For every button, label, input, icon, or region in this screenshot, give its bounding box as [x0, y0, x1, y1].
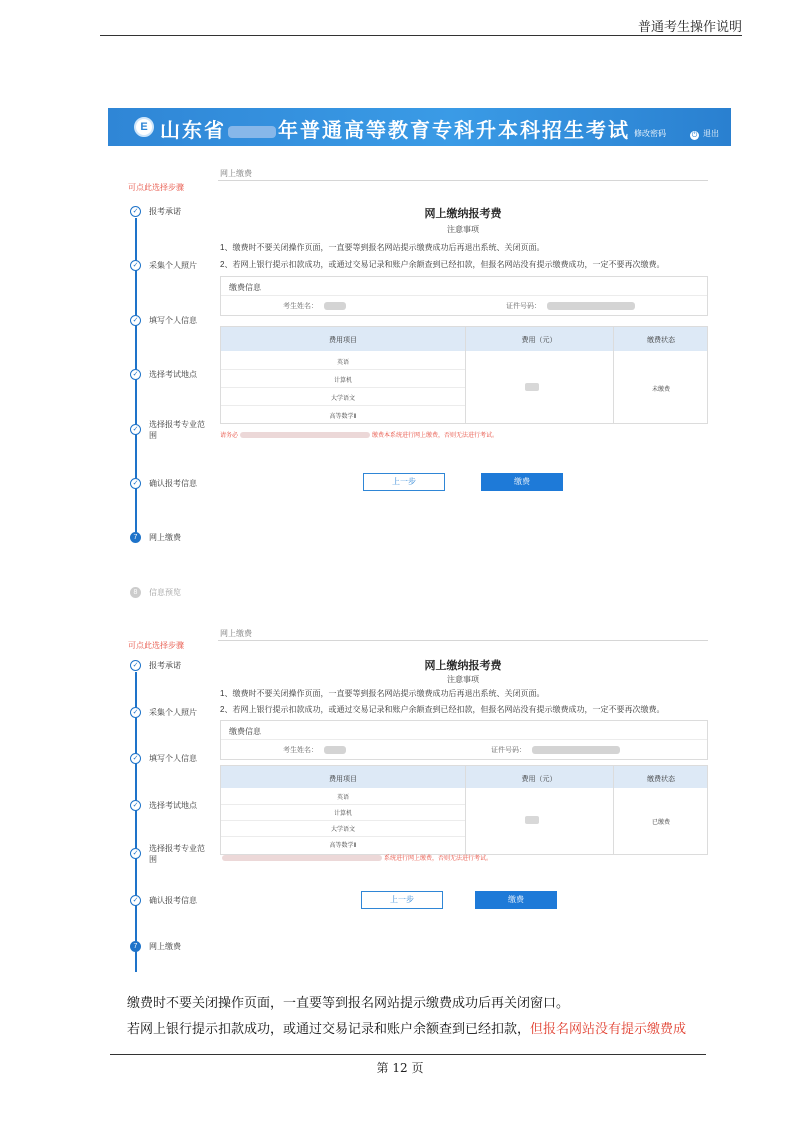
notice-1: 1、缴费时不要关闭操作页面，一直要等到报名网站提示缴费成功后再退出系统、关闭页面。	[220, 243, 545, 252]
redacted-fee-amount	[525, 383, 539, 391]
row-divider	[221, 836, 465, 837]
candidate-name-label: 考生姓名：	[283, 303, 318, 310]
breadcrumb-divider	[218, 180, 708, 181]
logout-link[interactable]	[690, 128, 719, 140]
header-payment-status: 缴费状态	[647, 776, 675, 783]
payment-status: 未缴费	[651, 387, 670, 393]
check-icon: ✓	[130, 848, 141, 859]
notice-2: 2、若网上银行提示扣款成功，或通过交易记录和账户余额查到已经扣款，但报名网站没有提示缴费成功，一定不要再次缴费。	[220, 260, 665, 269]
breadcrumb: 网上缴费	[220, 169, 252, 178]
payment-warning	[220, 430, 498, 439]
page-number: 第 12 页	[376, 1061, 424, 1075]
payment-warning	[220, 853, 492, 862]
header-fee-item: 费用项目	[329, 337, 357, 344]
step-exam-location[interactable]	[130, 799, 225, 813]
candidate-name-field	[283, 745, 346, 755]
payment-info-box	[220, 276, 708, 316]
previous-step-button[interactable]: 上一步	[363, 473, 445, 491]
payment-screen-paid	[108, 628, 731, 978]
check-icon: ✓	[130, 800, 141, 811]
row-divider	[221, 387, 465, 388]
header-fee-amount: 费用（元）	[521, 337, 557, 344]
logout-icon: ⏻	[691, 132, 698, 139]
redacted-year	[228, 126, 276, 138]
step-major-scope[interactable]	[130, 844, 225, 864]
check-icon: ✓	[130, 478, 141, 489]
redacted-id-number	[547, 302, 635, 310]
warning-prefix: 请务必	[220, 433, 239, 439]
redacted-name	[324, 746, 346, 754]
redacted-fee-amount	[525, 816, 539, 824]
step-label: 报考承诺	[149, 207, 181, 216]
site-banner	[108, 108, 731, 146]
redacted-warning-text	[222, 855, 382, 861]
column-divider	[465, 327, 466, 423]
step-personal-info[interactable]	[130, 752, 225, 766]
step-label: 网上缴费	[149, 942, 181, 951]
exam-logo-icon: E	[134, 117, 154, 137]
instruction-line-1: 缴费时不要关闭操作页面，一直要等到报名网站提示缴费成功后再关闭窗口。	[127, 996, 570, 1011]
page-title: 网上缴纳报考费	[424, 208, 502, 220]
banner-title-suffix: 年普通高等教育专科升本科招生考试	[278, 118, 630, 142]
check-icon: ✓	[130, 895, 141, 906]
instruction-line-2-highlight: 但报名网站没有提示缴费成	[530, 1022, 687, 1037]
page-title: 网上缴纳报考费	[424, 660, 502, 672]
step-label: 填写个人信息	[149, 754, 197, 763]
breadcrumb: 网上缴费	[220, 629, 252, 638]
row-divider	[221, 804, 465, 805]
fee-item-row: 大学语文	[330, 396, 355, 402]
pay-button[interactable]: 缴费	[475, 891, 557, 909]
step-online-payment[interactable]	[130, 531, 225, 545]
warning-suffix: 系统进行网上缴费，否则无法进行考试。	[384, 856, 493, 862]
payment-info-box	[220, 720, 708, 760]
step-number-icon: 7	[130, 532, 141, 543]
fee-item-row: 高等数学Ⅱ	[329, 414, 357, 420]
steps-title: 可点此选择步骤	[128, 183, 184, 192]
column-divider	[613, 327, 614, 423]
check-icon: ✓	[130, 660, 141, 671]
step-label: 选择考试地点	[149, 801, 197, 810]
pay-button[interactable]: 缴费	[481, 473, 563, 491]
document-header-title: 普通考生操作说明	[637, 20, 742, 35]
column-divider	[613, 766, 614, 854]
id-number-field	[491, 745, 620, 755]
notice-1: 1、缴费时不要关闭操作页面，一直要等到报名网站提示缴费成功后再退出系统、关闭页面。	[220, 689, 545, 698]
step-label: 采集个人照片	[149, 708, 197, 717]
payment-status: 已缴费	[651, 820, 670, 826]
footer-divider	[110, 1054, 706, 1055]
id-number-label: 证件号码：	[491, 747, 526, 754]
step-major-scope[interactable]	[130, 420, 225, 440]
id-number-label: 证件号码：	[506, 303, 541, 310]
instruction-line-2	[127, 1018, 686, 1037]
instruction-line-2-normal: 若网上银行提示扣款成功，或通过交易记录和账户余额查到已经扣款，	[127, 1022, 531, 1037]
step-number-icon: 8	[130, 587, 141, 598]
fee-item-row: 计算机	[333, 811, 352, 817]
steps-title: 可点此选择步骤	[128, 641, 184, 650]
step-commitment[interactable]	[130, 659, 225, 673]
step-number-icon: 7	[130, 941, 141, 952]
fee-table-header	[221, 766, 707, 788]
step-label: 采集个人照片	[149, 261, 197, 270]
step-preview[interactable]	[130, 586, 225, 600]
redacted-name	[324, 302, 346, 310]
step-exam-location[interactable]	[130, 368, 225, 382]
divider	[221, 295, 707, 296]
step-confirm-info[interactable]	[130, 477, 225, 491]
redacted-warning-text	[240, 432, 370, 438]
step-label: 选择报考专业范围	[149, 420, 205, 440]
step-confirm-info[interactable]	[130, 894, 225, 908]
payment-info-title: 缴费信息	[229, 727, 261, 736]
fee-item-row: 计算机	[333, 378, 352, 384]
step-label: 选择报考专业范围	[149, 844, 205, 864]
id-number-field	[506, 301, 635, 311]
step-label: 填写个人信息	[149, 316, 197, 325]
header-fee-item: 费用项目	[329, 776, 357, 783]
warning-suffix: 缴费本系统进行网上缴费，否则无法进行考试。	[372, 433, 499, 439]
notice-heading: 注意事项	[447, 225, 479, 234]
row-divider	[221, 405, 465, 406]
check-icon: ✓	[130, 206, 141, 217]
header-payment-status: 缴费状态	[647, 337, 675, 344]
candidate-name-field	[283, 301, 346, 311]
row-divider	[221, 820, 465, 821]
row-divider	[221, 369, 465, 370]
step-label: 信息预览	[149, 588, 181, 597]
step-label: 网上缴费	[149, 533, 181, 542]
step-label: 确认报考信息	[149, 896, 197, 905]
check-icon: ✓	[130, 260, 141, 271]
notice-2: 2、若网上银行提示扣款成功，或通过交易记录和账户余额查到已经扣款，但报名网站没有提示缴费成功，一定不要再次缴费。	[220, 705, 665, 714]
step-photo[interactable]	[130, 259, 225, 273]
document-header	[100, 14, 742, 36]
logout-label: 退出	[703, 129, 719, 138]
step-label: 报考承诺	[149, 661, 181, 670]
check-icon: ✓	[130, 315, 141, 326]
fee-item-row: 英语	[336, 795, 349, 801]
change-password-link[interactable]: 修改密码	[634, 129, 666, 138]
step-label: 选择考试地点	[149, 370, 197, 379]
payment-screen-unpaid	[108, 168, 731, 608]
redacted-id-number	[532, 746, 620, 754]
check-icon: ✓	[130, 707, 141, 718]
previous-step-button[interactable]: 上一步	[361, 891, 443, 909]
fee-item-row: 大学语文	[330, 827, 355, 833]
step-label: 确认报考信息	[149, 479, 197, 488]
notice-heading: 注意事项	[447, 675, 479, 684]
breadcrumb-divider	[218, 640, 708, 641]
column-divider	[465, 766, 466, 854]
fee-table-header	[221, 327, 707, 351]
fee-item-row: 高等数学Ⅱ	[329, 843, 357, 849]
candidate-name-label: 考生姓名：	[283, 747, 318, 754]
check-icon: ✓	[130, 369, 141, 380]
step-photo[interactable]	[130, 706, 225, 720]
banner-title	[160, 114, 630, 143]
check-icon: ✓	[130, 424, 141, 435]
fee-table	[220, 765, 708, 855]
fee-item-row: 英语	[336, 360, 349, 366]
header-fee-amount: 费用（元）	[521, 776, 557, 783]
banner-title-prefix: 山东省	[160, 118, 226, 142]
step-commitment[interactable]	[130, 205, 225, 219]
fee-table	[220, 326, 708, 424]
step-online-payment[interactable]	[130, 940, 225, 954]
step-personal-info[interactable]	[130, 314, 225, 328]
check-icon: ✓	[130, 753, 141, 764]
divider	[221, 739, 707, 740]
payment-info-title: 缴费信息	[229, 283, 261, 292]
